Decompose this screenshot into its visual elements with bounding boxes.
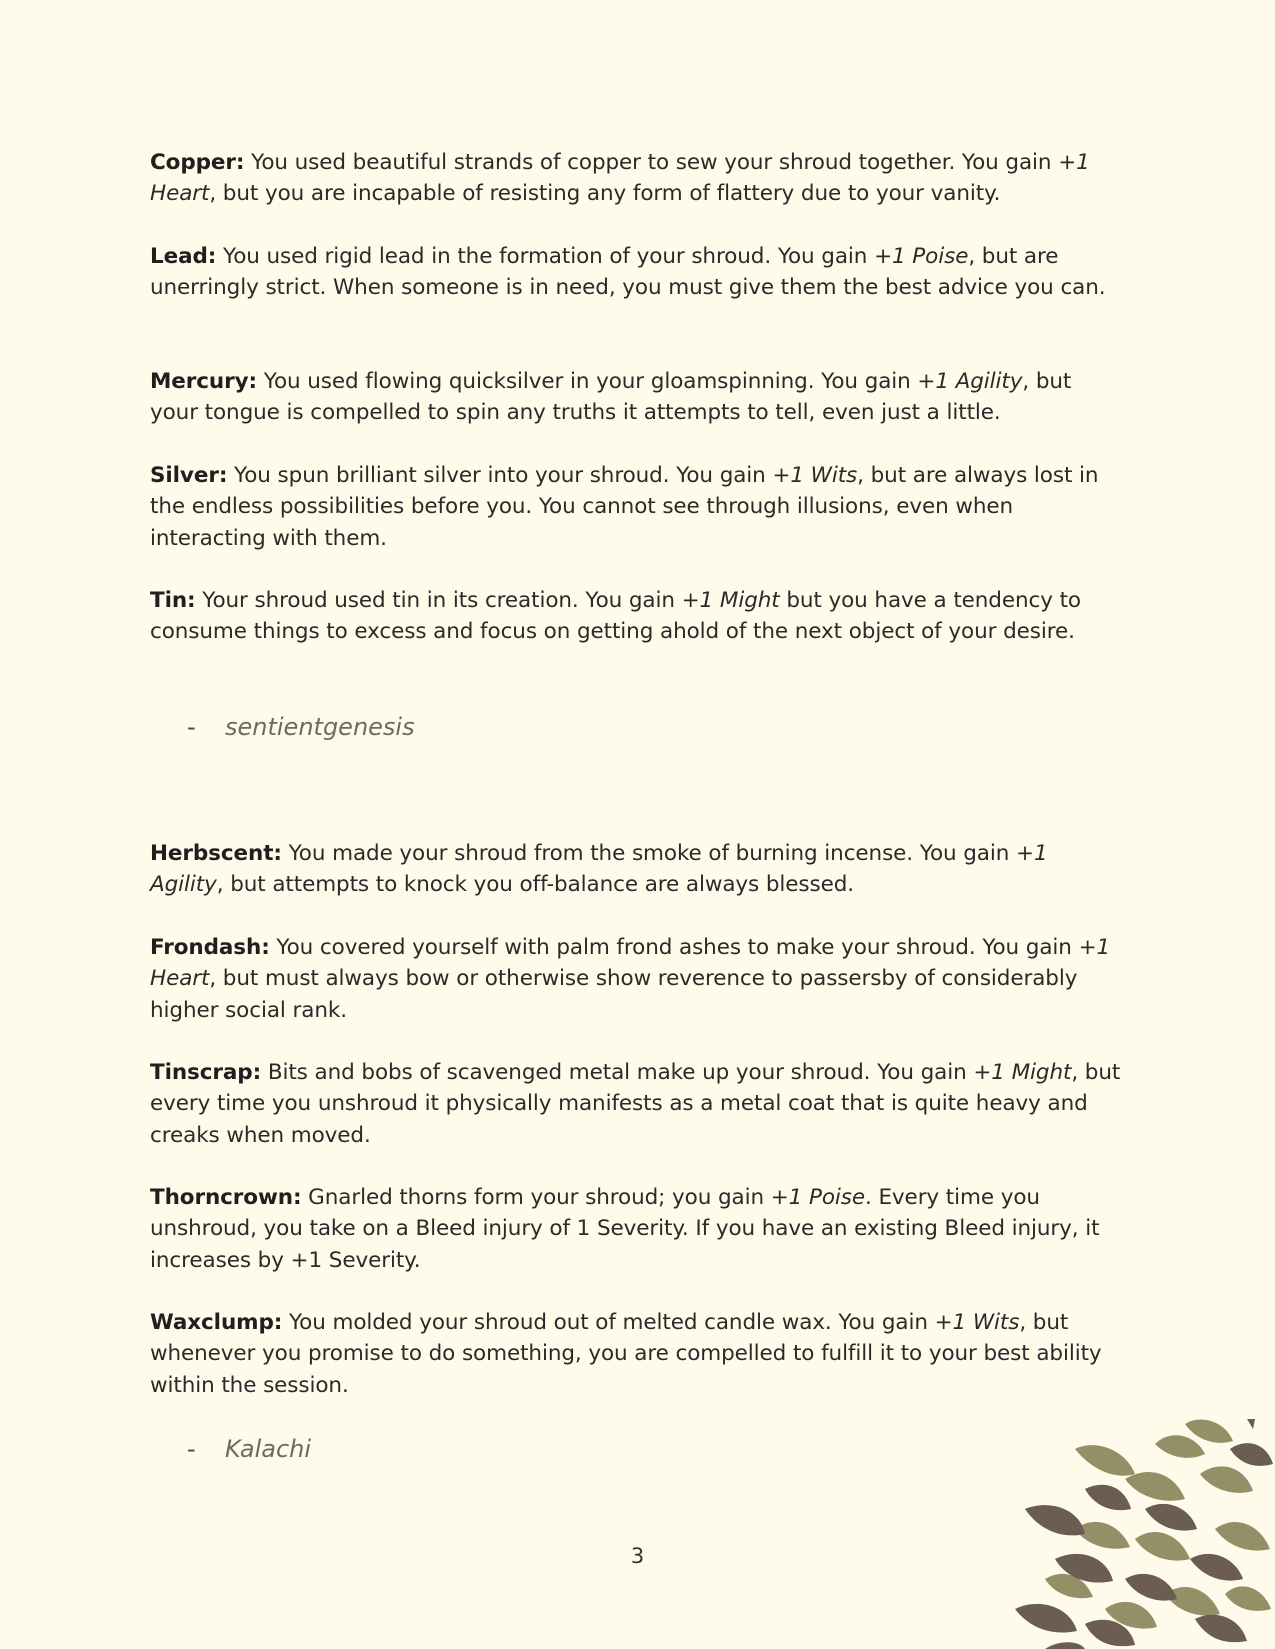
entry-name: Herbscent:: [150, 841, 282, 866]
attribution-dash: -: [187, 1435, 196, 1463]
attribution-sentientgenesis: [187, 712, 415, 742]
entry-name: Waxclump:: [150, 1310, 283, 1335]
attribution-kalachi: [187, 1434, 311, 1464]
entry-text: . Every time you unshroud, you take on a Bleed injury of 1 Severity. If you have an existing Bleed injury, it increases by +1 Severity.: [150, 1185, 1100, 1273]
entry-text: , but every time you unshroud it physically manifests as a metal coat that is quite heavy and creaks when moved.: [150, 1060, 1121, 1148]
entry-text: You used flowing quicksilver in your gloamspinning. You gain: [257, 369, 918, 394]
entry-text: , but must always bow or otherwise show reverence to passersby of considerably higher social rank.: [150, 966, 1078, 1023]
entry-name: Lead:: [150, 244, 217, 269]
entry-text: You molded your shroud out of melted candle wax. You gain: [282, 1310, 935, 1335]
entry-bonus: +1 Poise: [770, 1185, 865, 1210]
entry-name: Frondash:: [150, 935, 270, 960]
entry-tin: [150, 585, 1125, 648]
page-number: 3: [630, 1544, 645, 1568]
entry-text: You used beautiful strands of copper to sew your shroud together. You gain: [244, 150, 1059, 175]
entry-frondash: [150, 932, 1125, 1026]
entry-mercury: [150, 366, 1125, 429]
entry-name: Silver:: [150, 463, 228, 488]
entry-thorncrown: [150, 1182, 1125, 1276]
attribution-author: Kalachi: [225, 1435, 312, 1463]
entry-waxclump: [150, 1307, 1125, 1401]
entry-name: Tin:: [150, 588, 196, 613]
entry-herbscent: [150, 838, 1125, 901]
entry-text: , but your tongue is compelled to spin any truths it attempts to tell, even just a little.: [150, 369, 1072, 426]
entry-bonus: +1 Wits: [934, 1310, 1020, 1335]
entry-text: , but are always lost in the endless possibilities before you. You cannot see through illusions, even when interacting with them.: [150, 463, 1099, 551]
entry-text: , but you are incapable of resisting any form of flattery due to your vanity.: [209, 181, 1001, 207]
attribution-dash: -: [187, 713, 196, 741]
entry-text: Your shroud used tin in its creation. You gain: [195, 588, 682, 613]
entry-name: Mercury:: [150, 369, 258, 394]
entry-text: , but whenever you promise to do something, you are compelled to fulfill it to your best ability within the session.: [150, 1310, 1102, 1398]
entry-bonus: +1 Agility: [917, 369, 1023, 394]
entry-text: Gnarled thorns form your shroud; you gain: [301, 1185, 771, 1210]
entry-text: but you have a tendency to consume things to excess and focus on getting ahold of the next object of your desire.: [150, 588, 1081, 645]
entry-text: You used rigid lead in the formation of your shroud. You gain: [216, 244, 875, 269]
entry-bonus: +1 Might: [973, 1060, 1072, 1085]
entry-name: Thorncrown:: [150, 1185, 302, 1210]
entry-bonus: +1 Might: [681, 588, 780, 613]
entry-text: , but are unerringly strict. When someone is in need, you must give them the best advice you can.: [150, 244, 1106, 301]
entry-bonus: +1 Wits: [772, 463, 858, 488]
entry-text: You spun brilliant silver into your shroud. You gain: [227, 463, 773, 488]
entry-name: Copper:: [150, 150, 245, 175]
entry-tinscrap: [150, 1057, 1125, 1151]
leaf-sprig-illustration: [985, 1419, 1275, 1649]
entry-text: , but attempts to knock you off-balance are always blessed.: [216, 872, 855, 898]
entry-text: You covered yourself with palm frond ashes to make your shroud. You gain: [269, 935, 1079, 960]
attribution-author: sentientgenesis: [225, 713, 415, 741]
entry-bonus: +1 Agility: [150, 841, 1048, 898]
entry-text: You made your shroud from the smoke of burning incense. You gain: [281, 841, 1017, 866]
entry-name: Tinscrap:: [150, 1060, 262, 1085]
entry-text: Bits and bobs of scavenged metal make up your shroud. You gain: [261, 1060, 974, 1085]
entry-silver: [150, 460, 1125, 554]
entry-copper: [150, 147, 1125, 210]
entry-bonus: +1 Heart: [150, 935, 1111, 992]
entry-bonus: +1 Poise: [874, 244, 969, 269]
entry-bonus: +1 Heart: [150, 150, 1090, 207]
entry-lead: [150, 241, 1125, 304]
